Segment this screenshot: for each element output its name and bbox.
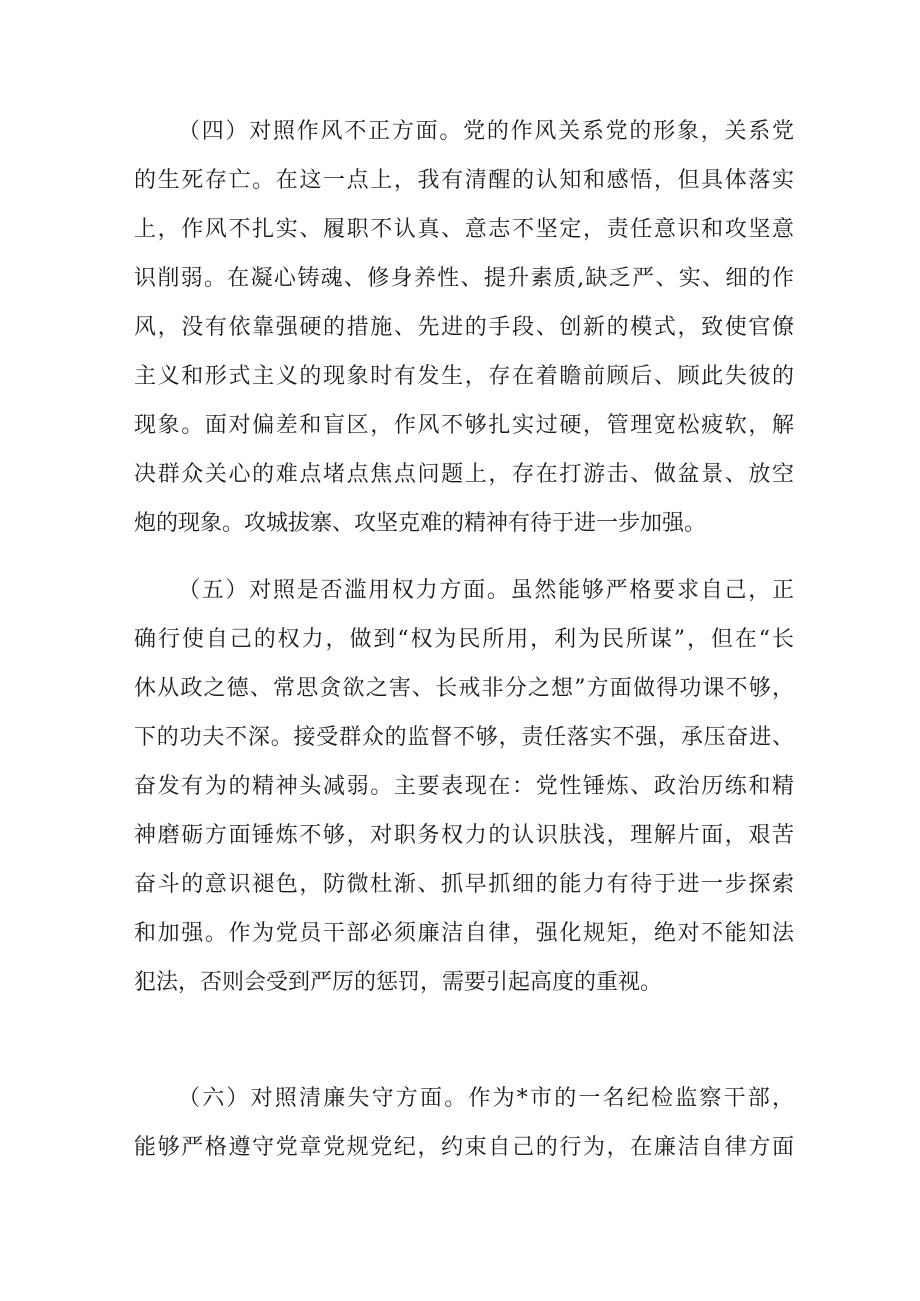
text-line: 和加强。作为党员干部必须廉洁自律，强化规矩，绝对不能知法 <box>134 921 794 946</box>
text-line: （六）对照清廉失守方面。作为*市的一名纪检监察干部， <box>178 1086 794 1111</box>
text-line: （四）对照作风不正方面。党的作风关系党的形象，关系党 <box>178 119 794 144</box>
paragraph-section-6 <box>134 1074 794 1172</box>
text-line: 炮的现象。攻城拔寨、攻坚克难的精神有待于进一步加强。 <box>134 511 707 536</box>
text-line: （五）对照是否滥用权力方面。虽然能够严格要求自己，正 <box>178 578 794 603</box>
text-line: 奋发有为的精神头减弱。主要表现在：党性锤炼、政治历练和精 <box>134 774 794 799</box>
text-line: 上，作风不扎实、履职不认真、意志不坚定，责任意识和攻坚意 <box>134 217 794 242</box>
text-line: 神磨砺方面锤炼不够，对职务权力的认识肤浅，理解片面，艰苦 <box>134 823 794 848</box>
paragraph-section-5 <box>134 566 794 1007</box>
text-line: 犯法，否则会受到严厉的惩罚，需要引起高度的重视。 <box>134 970 663 995</box>
text-line: 休从政之德、常思贪欲之害、长戒非分之想”方面做得功课不够， <box>134 676 794 701</box>
text-line: 下的功夫不深。接受群众的监督不够，责任落实不强，承压奋进、 <box>134 725 794 750</box>
text-line: 主义和形式主义的现象时有发生，存在着瞻前顾后、顾此失彼的 <box>134 364 794 389</box>
text-line: 现象。面对偏差和盲区，作风不够扎实过硬，管理宽松疲软，解 <box>134 413 794 438</box>
text-line: 奋斗的意识褪色，防微杜渐、抓早抓细的能力有待于进一步探索 <box>134 872 794 897</box>
text-line: 确行使自己的权力，做到“权为民所用，利为民所谋”，但在“长 <box>134 627 794 652</box>
paragraph-section-4 <box>134 107 794 548</box>
text-line: 的生死存亡。在这一点上，我有清醒的认知和感悟，但具体落实 <box>134 168 794 193</box>
text-line: 能够严格遵守党章党规党纪，约束自己的行为，在廉洁自律方面 <box>134 1135 794 1160</box>
text-line: 风，没有依靠强硬的措施、先进的手段、创新的模式，致使官僚 <box>134 315 794 340</box>
text-line: 决群众关心的难点堵点焦点问题上，存在打游击、做盆景、放空 <box>134 462 794 487</box>
text-line: 识削弱。在凝心铸魂、修身养性、提升素质,缺乏严、实、细的作 <box>134 266 794 291</box>
